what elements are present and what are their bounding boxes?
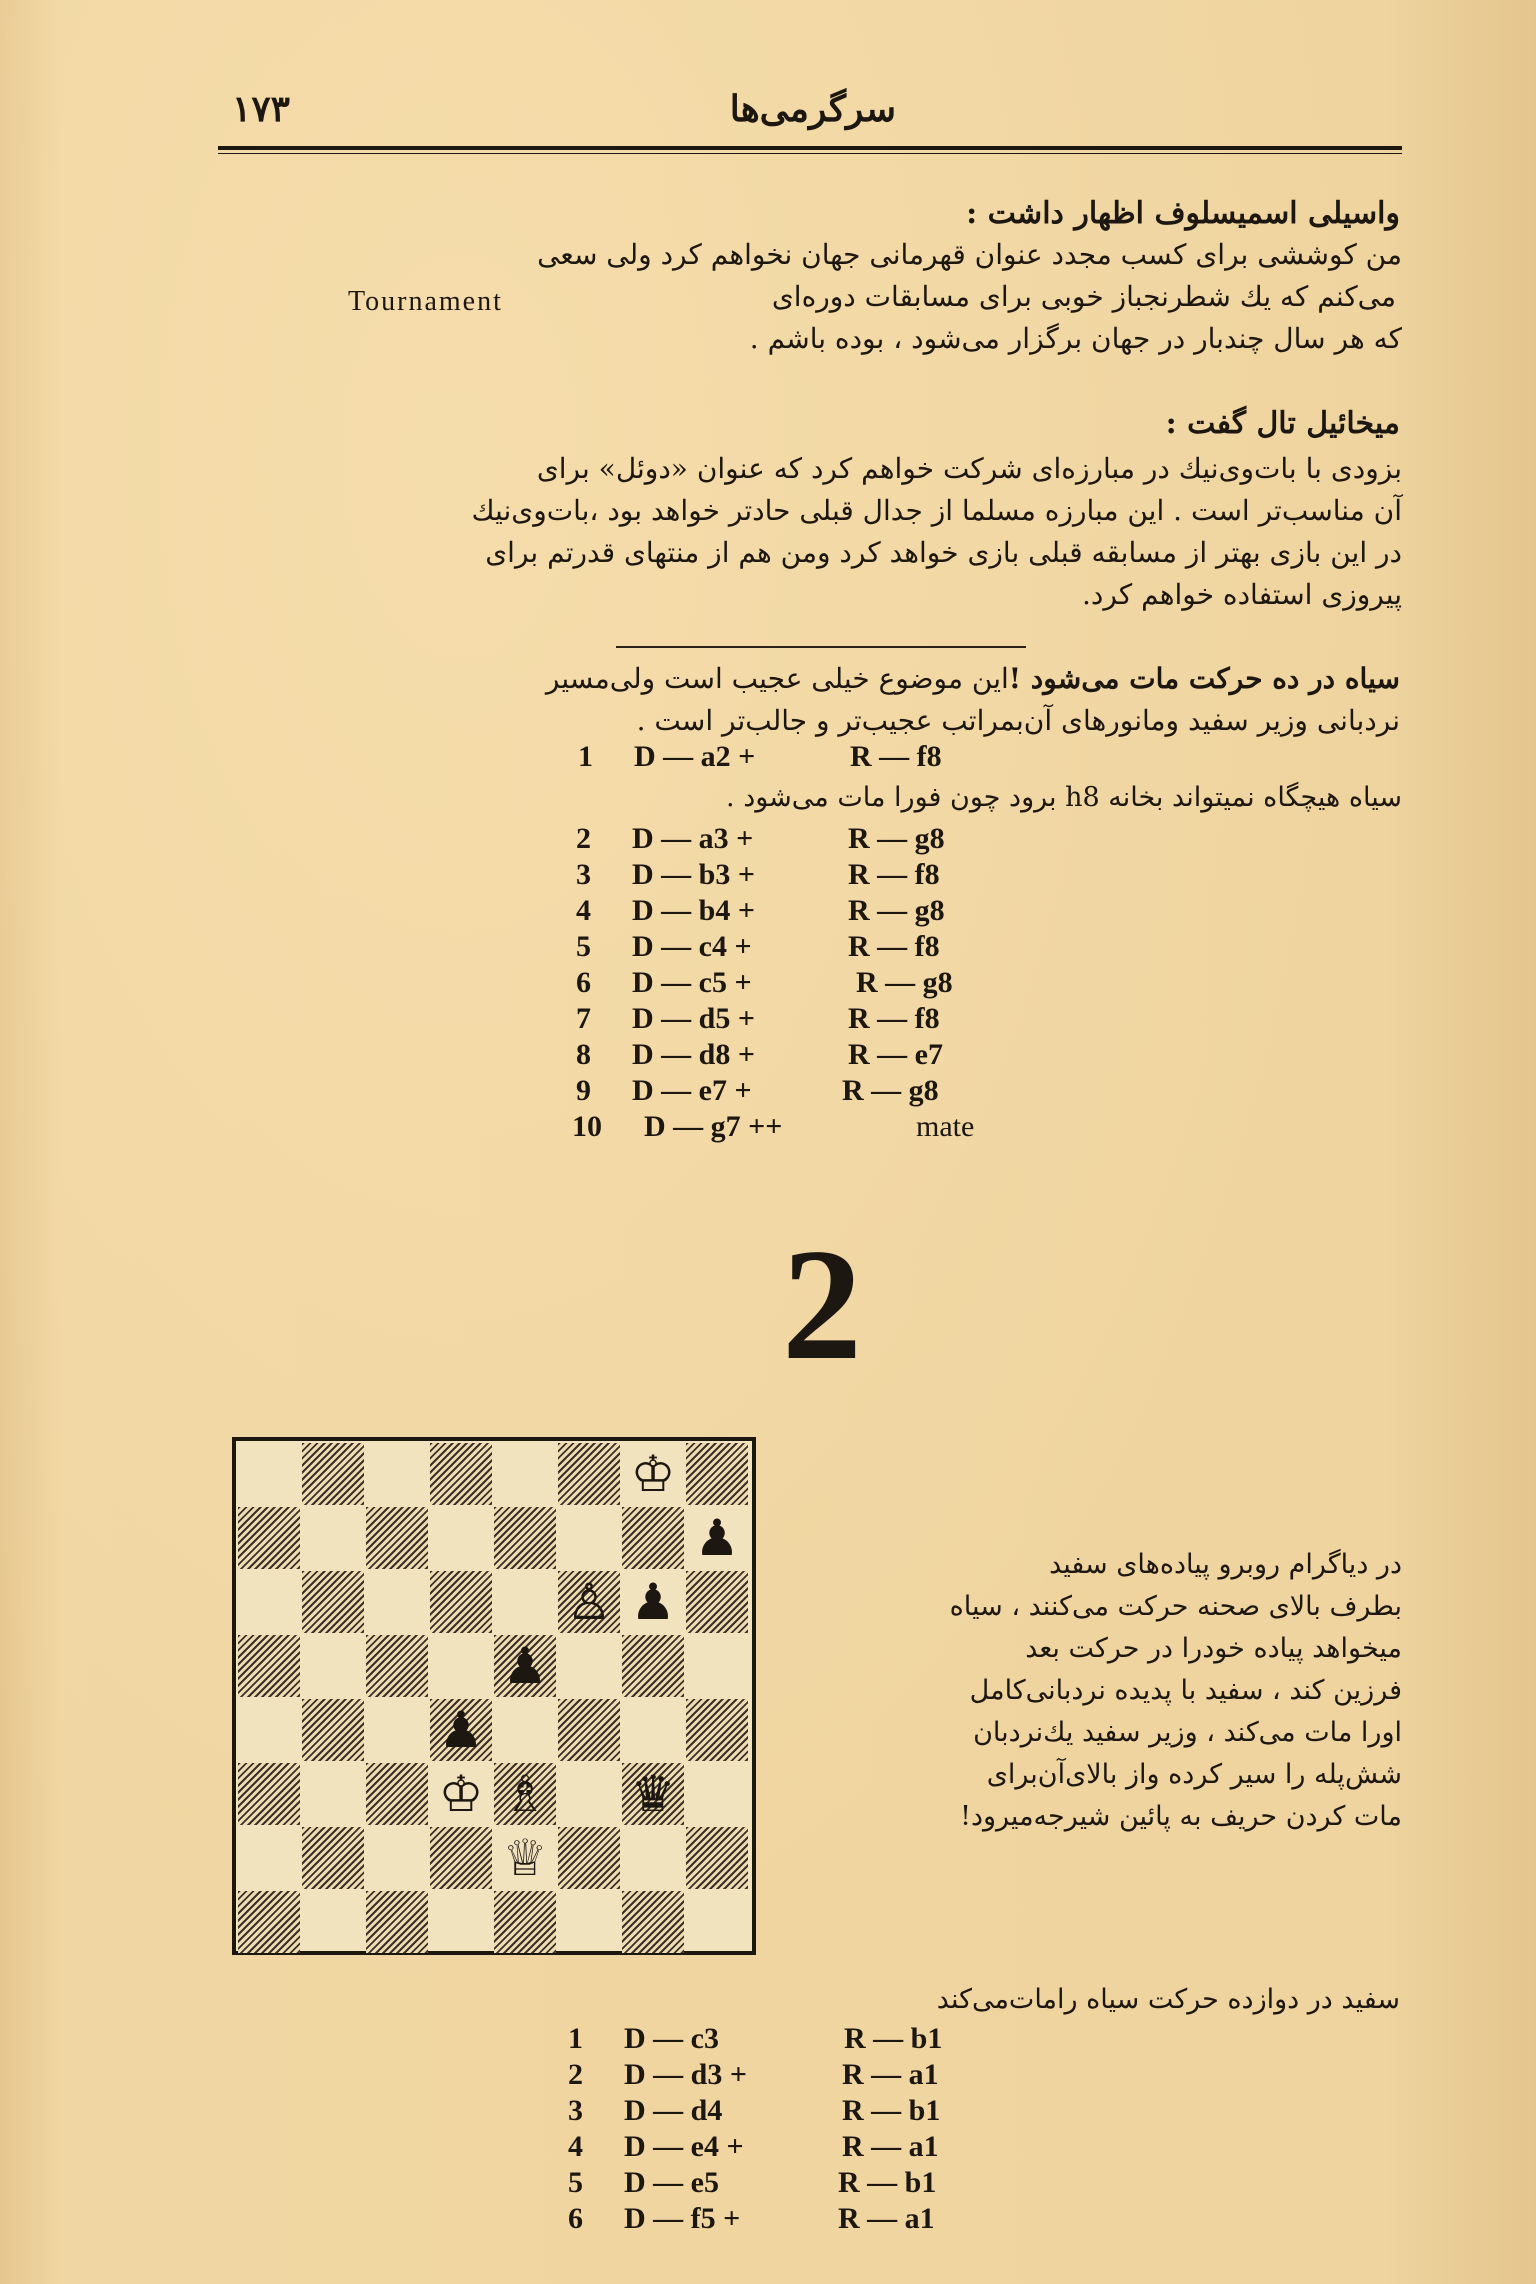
board-square-e1 [494,1891,556,1953]
white-queen-icon: ♕ [502,1829,548,1887]
section-heading-smyslov: واسیلی اسمیسلوف اظهار داشت : [966,196,1400,231]
move-number: 5 [576,930,591,963]
black-pawn-icon: ♟ [630,1573,676,1631]
white-move: D — d5 + [632,1002,755,1035]
board-square-f3 [558,1763,620,1825]
board-square-f7 [558,1507,620,1569]
black-move: R — f8 [848,930,940,963]
black-pawn-icon: ♟ [694,1509,740,1567]
quote-line: من کوششی برای کسب مجدد عنوان قهرمانی جهان نخواهم کرد ولی سعی [537,238,1402,271]
white-move: D — c3 [624,2022,719,2055]
running-header-title: سرگرمی‌ها [729,88,896,130]
board-square-f8 [558,1443,620,1505]
move-number: 1 [568,2022,583,2055]
white-king-icon: ♔ [438,1765,484,1823]
quote-line: پیروزی استفاده خواهم کرد. [1082,578,1402,611]
black-move: R — f8 [848,1002,940,1035]
black-move: R — g8 [856,966,953,999]
board-square-c3 [366,1763,428,1825]
white-move: D — c4 + [632,930,752,963]
white-move: D — g7 ++ [644,1110,783,1143]
description-line: شش‌پله را سیر کرده واز بالای‌آن‌برای [986,1759,1402,1790]
board-square-c2 [366,1827,428,1889]
quote-line: در این بازی بهتر از مسابقه قبلی بازی خواهد کرد ومن هم از منتهای قدرتم برای [485,536,1402,569]
black-move: R — a1 [842,2130,939,2163]
move-number: 2 [576,822,591,855]
white-move: D — b4 + [632,894,755,927]
white-move: D — e7 + [632,1074,752,1107]
board-square-c1 [366,1891,428,1953]
black-queen-icon: ♛ [630,1765,676,1823]
puzzle1-note: سیاه هیچگاه نمیتواند بخانه h8 برود چون فورا مات می‌شود . [726,782,1402,813]
white-move: D — f5 + [624,2202,741,2235]
move-number: 10 [572,1110,602,1143]
board-square-d5 [430,1635,492,1697]
board-square-h2 [686,1827,748,1889]
board-square-e6 [494,1571,556,1633]
white-move: D — e4 + [624,2130,744,2163]
board-square-h1 [686,1891,748,1953]
board-square-b6 [302,1571,364,1633]
board-square-b8 [302,1443,364,1505]
black-move: R — a1 [842,2058,939,2091]
board-square-b1 [302,1891,364,1953]
board-square-c5 [366,1635,428,1697]
board-square-b4 [302,1699,364,1761]
black-pawn-icon: ♟ [502,1637,548,1695]
board-square-h6 [686,1571,748,1633]
board-square-f4 [558,1699,620,1761]
board-square-e8 [494,1443,556,1505]
board-square-a3 [238,1763,300,1825]
description-line: در دیاگرام روبرو پیاده‌های سفید [1049,1549,1402,1580]
black-move: R — b1 [842,2094,941,2127]
description-line: اورا مات می‌کند ، وزیر سفید یك‌نردبان [973,1717,1402,1748]
board-square-h4 [686,1699,748,1761]
board-square-c7 [366,1507,428,1569]
board-square-f5 [558,1635,620,1697]
puzzle-number: 2 [782,1215,862,1393]
quote-line: که هر سال چندبار در جهان برگزار می‌شود ، بوده باشم . [749,322,1402,355]
page-number: ۱۷۳ [232,88,291,130]
black-move: R — g8 [848,822,945,855]
board-square-a2 [238,1827,300,1889]
board-square-b2 [302,1827,364,1889]
black-pawn-icon: ♟ [438,1701,484,1759]
section-divider [616,646,1026,648]
white-move: D — c5 + [632,966,752,999]
board-square-f2 [558,1827,620,1889]
board-square-a1 [238,1891,300,1953]
black-move: R — b1 [844,2022,943,2055]
board-square-g7 [622,1507,684,1569]
board-square-a7 [238,1507,300,1569]
board-square-h3 [686,1763,748,1825]
puzzle2-intro: سفید در دوازده حرکت سیاه رامات‌می‌کند [936,1984,1400,2015]
board-square-g5 [622,1635,684,1697]
puzzle1-title: سیاه در ده حرکت مات می‌شود ! [1008,662,1400,695]
white-move: D — a3 + [632,822,754,855]
move-number: 4 [576,894,591,927]
black-move: R — b1 [838,2166,937,2199]
tal-quote [222,448,1402,616]
section-heading-tal: میخائیل تال گفت : [1165,406,1400,441]
move-number: 7 [576,1002,591,1035]
move-number: 3 [568,2094,583,2127]
puzzle1-intro-text: این موضوع خیلی عجیب است ولی‌مسیر [545,662,1009,695]
board-square-d7 [430,1507,492,1569]
move-number: 1 [578,740,593,773]
board-square-f1 [558,1891,620,1953]
puzzle2-description [842,1544,1402,1838]
foreign-term: Tournament [348,286,503,317]
chess-diagram [232,1437,756,1955]
black-move: R — f8 [848,858,940,891]
move-number: 6 [576,966,591,999]
board-square-h8 [686,1443,748,1505]
description-line: بطرف بالای صحنه حرکت می‌کنند ، سیاه [949,1591,1402,1622]
puzzle1-intro-line2: نردبانی وزیر سفید ومانورهای آن‌بمراتب عجیب‌تر و جالب‌تر است . [636,704,1400,737]
quote-line: بزودی با بات‌وی‌نیك در مبارزه‌ای شرکت خواهم کرد که عنوان «دوئل» برای [536,452,1402,485]
board-square-b3 [302,1763,364,1825]
board-square-d6 [430,1571,492,1633]
black-move: R — g8 [848,894,945,927]
board-square-g2 [622,1827,684,1889]
description-line: میخواهد پیاده خودرا در حرکت بعد [1025,1633,1402,1664]
white-move: D — d8 + [632,1038,755,1071]
board-square-b7 [302,1507,364,1569]
board-square-d2 [430,1827,492,1889]
description-line: فرزین کند ، سفید با پدیده نردبانی‌کامل [969,1675,1402,1706]
board-square-h5 [686,1635,748,1697]
quote-line: آن مناسب‌تر است . این مبارزه مسلما از جدال قبلی حادتر خواهد بود ،بات‌وی‌نیك [471,494,1402,527]
move-number: 3 [576,858,591,891]
board-square-e7 [494,1507,556,1569]
black-move: R — g8 [842,1074,939,1107]
board-square-g4 [622,1699,684,1761]
board-square-a4 [238,1699,300,1761]
white-move: D — e5 [624,2166,719,2199]
white-king-icon: ♔ [630,1445,676,1503]
board-square-a6 [238,1571,300,1633]
board-square-d1 [430,1891,492,1953]
board-square-a5 [238,1635,300,1697]
black-move: R — e7 [848,1038,943,1071]
black-move: mate [916,1110,975,1143]
black-move: R — f8 [850,740,942,773]
move-number: 4 [568,2130,583,2163]
white-move: D — a2 + [634,740,756,773]
white-move: D — b3 + [632,858,755,891]
board-square-a8 [238,1443,300,1505]
move-number: 2 [568,2058,583,2091]
board-square-e4 [494,1699,556,1761]
board-square-c8 [366,1443,428,1505]
move-number: 8 [576,1038,591,1071]
board-square-d8 [430,1443,492,1505]
white-move: D — d4 [624,2094,723,2127]
board-square-c4 [366,1699,428,1761]
quote-line: می‌کنم که یك شطرنجباز خوبی برای مسابقات دوره‌ای [771,280,1396,313]
board-square-c6 [366,1571,428,1633]
puzzle1-intro [220,658,1400,742]
header-rule [218,146,1402,150]
move-number: 6 [568,2202,583,2235]
board-square-g1 [622,1891,684,1953]
white-bishop-icon: ♗ [502,1765,548,1823]
description-line: مات کردن حریف به پائین شیرجه‌میرود! [960,1801,1402,1832]
move-number: 5 [568,2166,583,2199]
board-square-b5 [302,1635,364,1697]
move-number: 9 [576,1074,591,1107]
black-move: R — a1 [838,2202,935,2235]
header-rule-thin [218,153,1402,154]
white-pawn-icon: ♙ [566,1573,612,1631]
white-move: D — d3 + [624,2058,747,2091]
